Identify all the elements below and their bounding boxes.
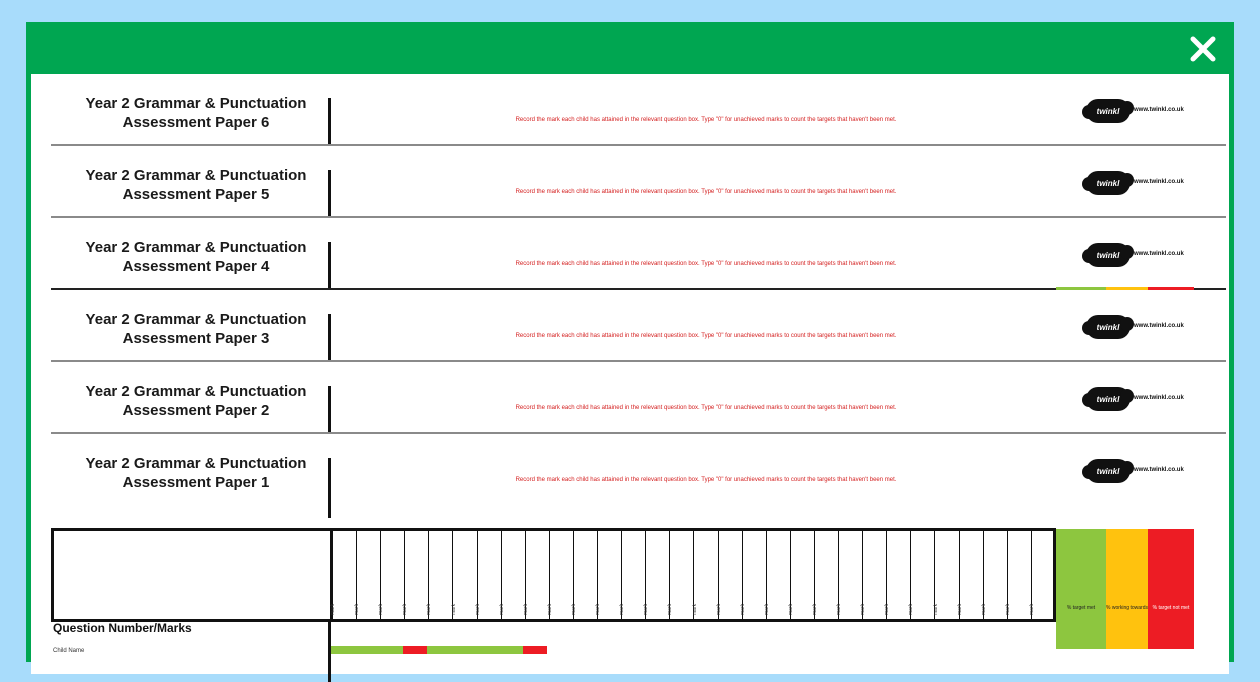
category-target-met [1056,529,1106,649]
title-line-2: Assessment Paper 2 [122,402,270,419]
mark-column-label: mark [619,603,626,615]
mark-column-label: mark [450,603,457,615]
mark-column-label: mark [739,603,746,615]
instruction-text: Record the mark each child has attained in the relevant question box. Type "0" for unachieved marks to count the targets that haven't been met. [515,117,897,123]
mark-column-label: mark [378,603,385,615]
sheet-paper-5[interactable] [31,146,1229,218]
worksheet-stack [31,74,1229,674]
mark-column[interactable] [667,531,694,619]
mark-column-label: mark [787,603,794,615]
twinkl-logo [1086,243,1196,269]
logo-url: www.twinkl.co.uk [1134,323,1184,329]
sheet-title [71,454,321,492]
instruction-text: Record the mark each child has attained in the relevant question box. Type "0" for unachieved marks to count the targets that haven't been met. [515,405,897,411]
mark-column-label: mark [402,603,409,615]
title-line-1: Year 2 Grammar & Punctuation [85,167,307,184]
mark-column[interactable] [715,531,743,619]
grid-label-cell [54,531,333,619]
viewer-window [26,22,1234,662]
mark-column-label: mark [522,603,529,615]
title-line-1: Year 2 Grammar & Punctuation [85,455,307,472]
mark-column-label: mark [908,603,915,615]
category-target-not-met [1148,529,1194,649]
title-line-1: Year 2 Grammar & Punctuation [85,239,307,256]
twinkl-logo [1086,459,1196,485]
title-line-2: Assessment Paper 4 [122,258,270,275]
sheet-paper-1[interactable] [31,434,1229,506]
mark-column-label: mark [836,603,843,615]
mark-column-label: mark [860,603,867,615]
title-line-1: Year 2 Grammar & Punctuation [85,383,307,400]
logo-mark: twinkl [1086,99,1130,123]
twinkl-logo [1086,387,1196,413]
sheet-paper-3[interactable] [31,290,1229,362]
mark-column-label: mark [571,603,577,615]
mark-column-label: mark [474,603,481,615]
mark-column-label: mark [330,603,336,615]
mark-column[interactable] [450,531,478,619]
logo-url: www.twinkl.co.uk [1134,395,1184,401]
divider [328,458,331,518]
mark-column[interactable] [956,531,984,619]
title-line-1: Year 2 Grammar & Punctuation [85,311,307,328]
logo-url: www.twinkl.co.uk [1134,251,1184,257]
title-line-2: Assessment Paper 6 [122,114,270,131]
instruction-text: Record the mark each child has attained in the relevant question box. Type "0" for unachieved marks to count the targets that haven't been met. [515,333,897,339]
mark-column-label: mark [498,603,505,615]
sheet-title [71,310,321,348]
logo-mark: twinkl [1086,387,1130,411]
mark-column-label: mark [667,603,674,615]
mark-column-label: mark [715,603,722,615]
mark-column-label: mark [691,603,698,615]
logo-mark: twinkl [1086,315,1130,339]
mark-column-label: mark [354,603,361,615]
sheet-title [71,94,321,132]
mark-column[interactable] [474,531,502,619]
logo-mark: twinkl [1086,459,1130,483]
category-label: % target not met [1152,605,1190,611]
mark-column-label: mark [884,603,891,615]
mark-column-label: mark [546,603,553,615]
title-line-1: Year 2 Grammar & Punctuation [85,95,307,112]
category-working-towards [1106,529,1148,649]
mark-column-label: mark [812,603,818,615]
instruction-text: Record the mark each child has attained in the relevant question box. Type "0" for unachieved marks to count the targets that haven't been met. [515,189,897,195]
mark-column[interactable] [691,531,719,619]
close-button[interactable] [1186,32,1220,66]
bar-red [403,646,427,654]
instruction-text: Record the mark each child has attained in the relevant question box. Type "0" for unachieved marks to count the targets that haven't been met. [515,261,897,267]
sheet-title [71,166,321,204]
question-number-label: Question Number/Marks [53,621,192,635]
title-line-2: Assessment Paper 1 [122,474,270,491]
mark-column[interactable] [426,531,453,619]
mark-column-label: mark [643,603,650,615]
mark-column-label: mark [1028,603,1035,615]
twinkl-logo [1086,99,1196,125]
mark-column[interactable] [908,531,935,619]
sheet-paper-6[interactable] [31,74,1229,146]
sheet-paper-4[interactable] [31,218,1229,290]
bar-green [427,646,523,654]
close-icon [1188,34,1218,64]
bar-red [523,646,547,654]
logo-url: www.twinkl.co.uk [1134,467,1184,473]
mark-column-label: mark [595,603,602,615]
mark-column-label: mark [763,603,770,615]
mark-column-label: mark [956,603,963,615]
logo-url: www.twinkl.co.uk [1134,179,1184,185]
mark-column-label: mark [932,603,939,615]
logo-mark: twinkl [1086,243,1130,267]
category-label: % working towards [1106,605,1148,611]
category-label: % target met [1066,605,1096,611]
sheet-title [71,382,321,420]
sheet-title [71,238,321,276]
sheet-paper-2[interactable] [31,362,1229,434]
mark-column-label: mark [1004,603,1011,615]
mark-column-label: mark [980,603,987,615]
twinkl-logo [1086,171,1196,197]
title-line-2: Assessment Paper 3 [122,330,270,347]
instruction-text: Record the mark each child has attained in the relevant question box. Type "0" for unachieved marks to count the targets that haven't been met. [515,477,897,483]
marks-grid [51,528,1056,622]
twinkl-logo [1086,315,1196,341]
child-name-label: Child Name [53,648,85,654]
mark-column[interactable] [932,531,960,619]
logo-mark: twinkl [1086,171,1130,195]
logo-url: www.twinkl.co.uk [1134,107,1184,113]
title-line-2: Assessment Paper 5 [122,186,270,203]
bar-green [331,646,403,654]
mark-column-label: mark [426,603,433,615]
